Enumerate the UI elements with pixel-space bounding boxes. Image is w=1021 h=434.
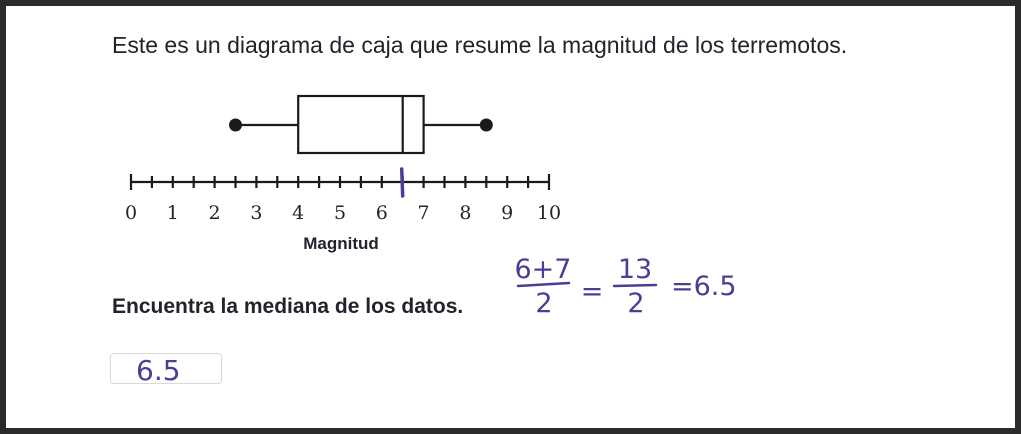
tick-label: 9 — [501, 202, 514, 224]
max-point — [480, 119, 493, 132]
tick-label: 0 — [124, 202, 138, 224]
hand-frac2-numerator: 13 — [617, 254, 653, 285]
tick-label: 4 — [292, 202, 305, 224]
tick-label: 5 — [333, 202, 347, 224]
hand-axis-mark — [402, 169, 403, 196]
exercise-page — [6, 6, 1015, 428]
tick-label: 7 — [417, 202, 430, 224]
box-iqr — [298, 96, 423, 153]
tick-label: 3 — [250, 202, 263, 224]
hand-frac1-denominator: 2 — [535, 288, 553, 319]
handwritten-work — [515, 254, 737, 319]
tick-label: 8 — [459, 202, 472, 224]
hand-result: =6.5 — [671, 271, 737, 302]
answer-input[interactable] — [110, 353, 222, 384]
hand-frac1-numerator: 6+7 — [514, 254, 572, 285]
answer-value: 6.5 — [136, 354, 181, 383]
hand-frac2-denominator: 2 — [627, 288, 645, 319]
hand-equals: = — [580, 276, 604, 307]
tick-label: 10 — [536, 202, 562, 224]
tick-label: 1 — [166, 202, 179, 224]
tick-label: 2 — [208, 202, 221, 224]
tick-label: 6 — [375, 202, 388, 224]
hand-frac2-bar — [614, 285, 656, 286]
axis-title: Magnitud — [303, 234, 379, 253]
intro-text: Este es un diagrama de caja que resume la magnitud de los terremotos. — [112, 32, 848, 58]
question-text: Encuentra la mediana de los datos. — [112, 295, 464, 318]
min-point — [229, 119, 242, 132]
